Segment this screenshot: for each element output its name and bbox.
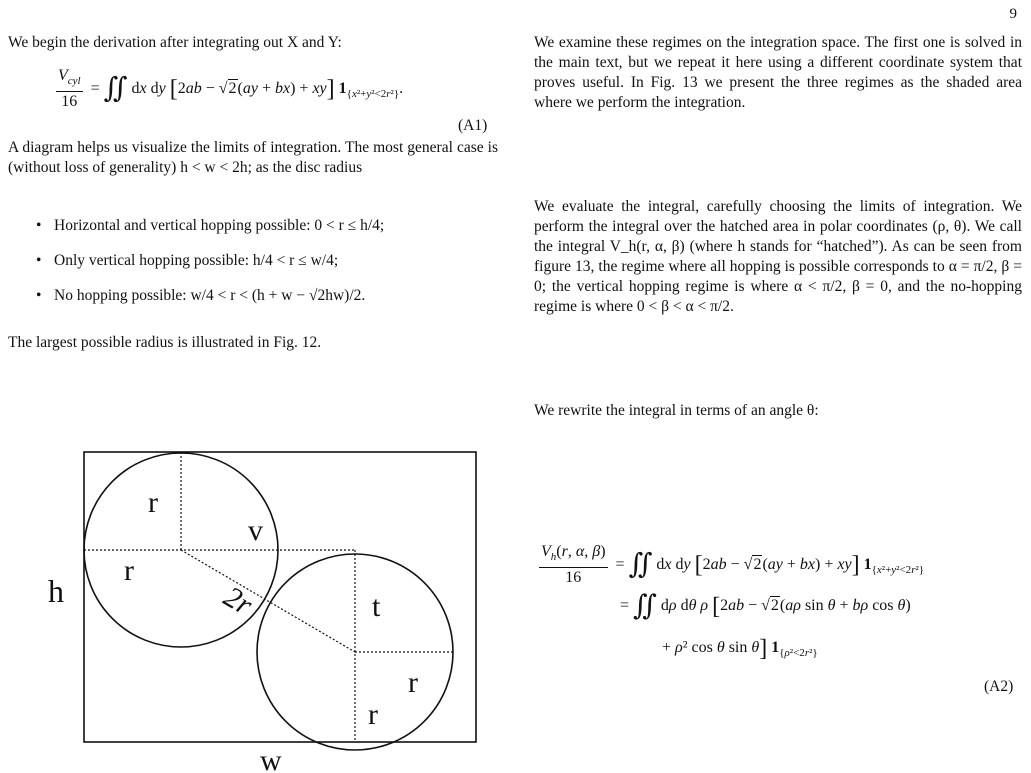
equation-a1: $\frac{V_{cyl}}{16}$ = ∬ dx dy [2ab − √2(ay + bx) + xy] $1_{\{x^2+y^2<2r^2\}}$.: [58, 67, 404, 111]
equation-a2-line2: = ∬ dρ dθ ρ [2ab − √2(aρ sin θ + bρ cos θ): [620, 590, 911, 622]
label-r-left: r: [124, 554, 134, 587]
list-item: • Only vertical hopping possible: h/4 < r ≤ w/4;: [36, 252, 339, 269]
equation-a2-line1: $\frac{V_h(r, \alpha, \beta)}{16}$ = ∬ dx dy [2ab − √2(ay + bx) + xy] $1_{\{x^2+y^2<2r^2\}}$: [541, 543, 925, 587]
equation-a2-number: (A2): [984, 678, 1014, 695]
label-2r: 2r: [218, 580, 258, 622]
disc-radius-diagram: [40, 440, 490, 773]
label-r-bottom: r: [368, 698, 378, 731]
list-item: • Horizontal and vertical hopping possible: 0 < r ≤ h/4;: [36, 217, 385, 234]
list-item: • No hopping possible: w/4 < r < (h + w − √2hw)/2.: [36, 287, 366, 304]
largest-radius-text: The largest possible radius is illustrated in Fig. 12.: [8, 334, 322, 351]
label-r-right: r: [408, 666, 418, 699]
equation-a1-number: (A1): [458, 117, 488, 134]
label-v: v: [248, 514, 263, 547]
page-number: 9: [1009, 6, 1017, 22]
intro-text: We begin the derivation after integrating out X and Y:: [8, 34, 342, 51]
label-h: h: [48, 573, 64, 609]
equation-a2-line3: + ρ² cos θ sin θ] $1_{\{\rho^2<2r^2\}}$: [662, 635, 818, 662]
label-r-top: r: [148, 486, 158, 519]
diagram-paragraph: A diagram helps us visualize the limits of integration. The most general case is (without loss of generality) h < w < 2h; as the disc radius: [8, 139, 498, 176]
regimes-paragraph: We examine these regimes on the integration space. The first one is solved in the main text, but we repeat it here using a different coordinate system that proves useful. In Fig. 13 we present the three regimes as the shaded area where we perform the integration.: [534, 34, 1022, 111]
rewrite-text: We rewrite the integral in terms of an angle θ:: [534, 402, 819, 419]
label-w: w: [260, 744, 282, 773]
label-t: t: [372, 590, 381, 623]
integral-paragraph: We evaluate the integral, carefully choosing the limits of integration. We perform the integral over the hatched area in polar coordinates (ρ, θ). We call the integral V_h(r, α, β) (where h stands for “hatched”). As can be seen from figure 13, the regime where all hopping is possible corresponds to α = π/2, β = 0; the vertical hopping regime is where α < π/2, β = 0, and the no-hopping regime is where 0 < β < α < π/2.: [534, 198, 1022, 315]
